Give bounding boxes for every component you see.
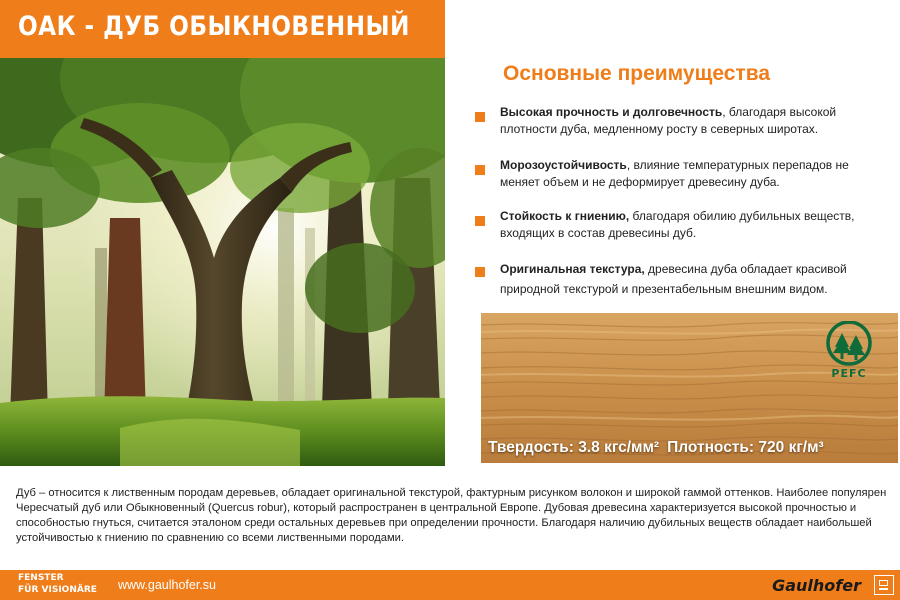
footer-slogan xyxy=(18,573,97,596)
page-title: ОАК - ДУБ ОБЫКНОВЕННЫЙ xyxy=(18,11,410,42)
orange-square-bullet-icon xyxy=(475,216,485,226)
oak-description: Дуб – относится к лиственным породам деревьев, обладает оригинальной текстурой, фактурным рисунком волокон и широкой гаммой оттенков. Наиболее популярен Чересчатый дуб или Обыкновенный (Quercus robur), который распространен в центральной Европе. Дубовая древесина характеризуется высокой прочностью и способностью гнуться, считается эталоном среди остальных деревьев при определении прочности. Благодаря наличию дубильных веществ обладает наибольшей устойчивостью к гниению по сравнению со всеми лиственными породами. xyxy=(16,487,887,544)
hardness-spec: Твердость: 3.8 кгс/мм² xyxy=(488,439,660,456)
oak-forest-image xyxy=(0,58,445,466)
pefc-certification-logo xyxy=(818,321,880,389)
benefit-item-texture xyxy=(474,259,884,299)
website-link[interactable]: www.gaulhofer.su xyxy=(118,578,216,592)
orange-square-bullet-icon xyxy=(475,165,485,175)
benefit-text: , влияние температурных перепадов не меняет объем и не деформирует древесину дуба. xyxy=(500,158,849,189)
benefit-text: , благодаря высокой плотности дуба, медленному росту в северных широтах. xyxy=(500,105,837,136)
slogan-line: FENSTER xyxy=(18,573,64,583)
benefit-item-rot-resistance xyxy=(474,208,884,242)
window-mark-icon xyxy=(874,575,894,595)
benefit-text: благодаря обилию дубильных веществ, входящих в состав древесины дуб. xyxy=(500,209,855,240)
benefits-title: Основные преимущества xyxy=(503,62,771,85)
oak-wood-sample xyxy=(481,313,898,463)
benefit-heading: Высокая прочность и долговечность xyxy=(500,105,723,119)
pefc-tree-icon xyxy=(818,321,880,367)
benefit-heading: Стойкость к гниению, xyxy=(500,209,630,223)
benefit-item-frost-resistance xyxy=(474,157,884,191)
orange-square-bullet-icon xyxy=(475,112,485,122)
slogan-line: FÜR VISIONÄRE xyxy=(18,584,97,595)
pefc-label: PEFC xyxy=(831,367,867,380)
benefit-heading: Морозоустойчивость xyxy=(500,158,627,172)
benefit-heading: Оригинальная текстура, xyxy=(500,262,645,276)
footer-bar xyxy=(0,570,900,600)
density-spec: Плотность: 720 кг/м³ xyxy=(667,439,824,456)
benefit-text: древесина дуба обладает красивой природной текстурой и презентабельным внешним видом. xyxy=(500,262,847,296)
wood-specs xyxy=(488,439,824,457)
gaulhofer-logo: Gaulhofer xyxy=(772,576,861,595)
benefit-item-strength xyxy=(474,104,884,138)
orange-square-bullet-icon xyxy=(475,267,485,277)
benefits-list xyxy=(474,104,884,299)
header-bar xyxy=(0,0,445,58)
